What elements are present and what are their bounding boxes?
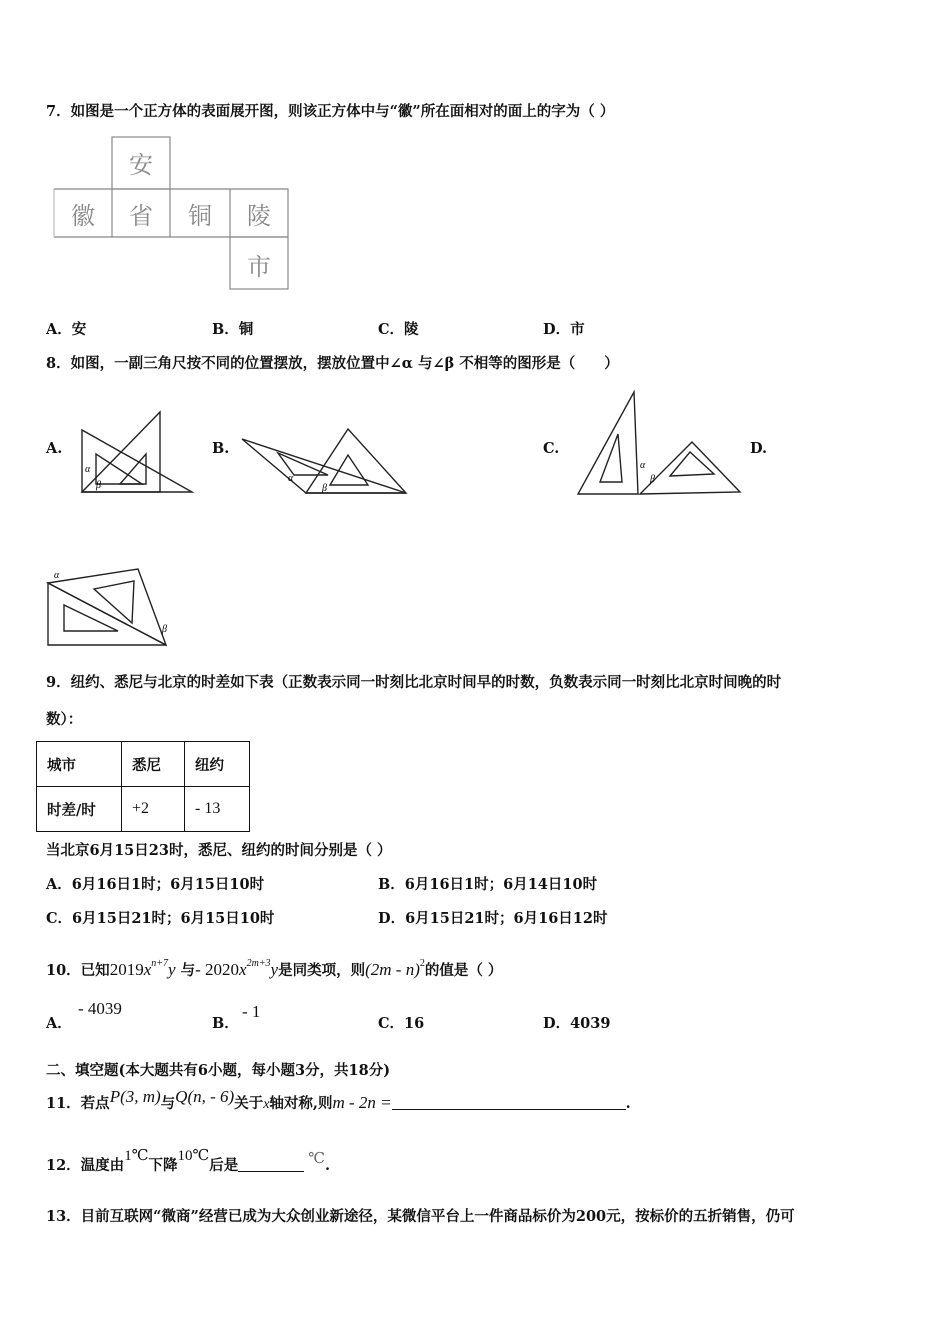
q9-option-d[interactable]: D．6月15日21时；6月16日12时	[378, 910, 608, 927]
q11-stem: 11．若点P(3, m)与Q(n, - 6)关于x轴对称,则m - 2n = .	[46, 1087, 631, 1112]
beta-label-d: β	[162, 624, 167, 635]
q7-option-b[interactable]: B．铜	[212, 321, 254, 338]
q12-stem: 12．温度由1℃下降10℃后是 ℃.	[46, 1148, 331, 1174]
q10-option-a-value[interactable]: - 4039	[78, 999, 122, 1018]
q9-question: 当北京6月15日23时，悉尼、纽约的时间分别是（ ）	[46, 842, 392, 859]
beta-label-c: β	[650, 474, 655, 485]
answer-blank[interactable]	[392, 1095, 626, 1110]
q8-label-c[interactable]: C.	[543, 440, 560, 457]
q9-option-a[interactable]: A．6月16日1时；6月15日10时	[46, 876, 265, 893]
table-cell: 纽约	[185, 742, 250, 787]
q9-stem-line1: 9．纽约、悉尼与北京的时差如下表（正数表示同一时刻比北京时间早的时数，负数表示同一时刻比北京时间晚的时	[46, 674, 782, 691]
q9-option-b[interactable]: B．6月16日1时；6月14日10时	[378, 876, 598, 893]
q8-figure-b	[238, 425, 408, 497]
alpha-label-b: α	[288, 473, 294, 484]
section-heading: 二、填空题(本大题共有6小题，每小题3分，共18分)	[46, 1062, 391, 1079]
q10-option-a-letter[interactable]: A．	[46, 1015, 72, 1032]
table-cell: +2	[122, 787, 185, 832]
net-char-3: 省	[129, 202, 153, 230]
q13-stem: 13．目前互联网“微商”经营已成为大众创业新途径，某微信平台上一件商品标价为200元，按标价的五折销售，仍可	[46, 1208, 795, 1225]
table-cell: 悉尼	[122, 742, 185, 787]
alpha-label-d: α	[54, 570, 60, 581]
q10-option-b-value[interactable]: - 1	[242, 1002, 261, 1021]
q9-option-c[interactable]: C．6月15日21时；6月15日10时	[46, 910, 275, 927]
table-row	[37, 787, 250, 832]
q7-option-d[interactable]: D．市	[543, 321, 585, 338]
net-char-4: 铜	[188, 202, 212, 230]
alpha-label-a: α	[85, 464, 91, 475]
q8-label-b[interactable]: B.	[212, 440, 230, 457]
q10-stem: 10．已知$2019x^{n+7}y$ 与- $2020x^{2m+3}y$是同类项，则(2m - n)$^2$的值是（ ）	[46, 958, 503, 979]
net-char-1: 安	[129, 151, 153, 179]
beta-label-a: β	[96, 480, 101, 491]
cube-net-figure	[52, 135, 292, 293]
beta-label-b: β	[322, 483, 327, 494]
net-char-5: 陵	[247, 202, 271, 230]
q8-figure-a	[76, 408, 196, 498]
q10-option-c[interactable]: C．16	[378, 1015, 425, 1032]
q7-option-c[interactable]: C．陵	[378, 321, 419, 338]
q7-option-a[interactable]: A．安	[46, 321, 87, 338]
q8-figure-d	[42, 565, 182, 650]
alpha-label-c: α	[640, 460, 646, 471]
q8-label-a[interactable]: A.	[46, 440, 63, 457]
answer-blank[interactable]	[238, 1157, 304, 1172]
q8-figure-c	[574, 390, 744, 500]
table-row	[37, 742, 250, 787]
net-char-6: 市	[247, 253, 271, 281]
q8-stem: 8．如图，一副三角尺按不同的位置摆放，摆放位置中∠α 与∠β 不相等的图形是（ ）	[46, 355, 619, 372]
q10-option-d[interactable]: D．4039	[543, 1015, 611, 1032]
q8-label-d[interactable]: D.	[750, 440, 768, 457]
q7-stem: 7．如图是一个正方体的表面展开图，则该正方体中与“徽”所在面相对的面上的字为（ ）	[46, 103, 615, 120]
q10-option-b-letter[interactable]: B．	[212, 1015, 239, 1032]
q9-stem-line2: 数）：	[46, 711, 83, 728]
time-difference-table	[36, 741, 250, 832]
net-char-2: 徽	[71, 202, 95, 230]
table-cell: 城市	[37, 742, 122, 787]
table-cell: 时差/时	[37, 787, 122, 832]
table-cell: - 13	[185, 787, 250, 832]
